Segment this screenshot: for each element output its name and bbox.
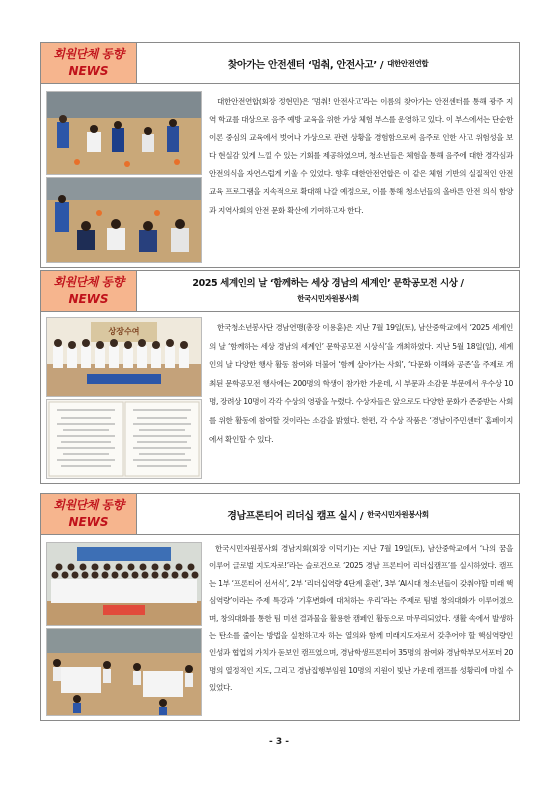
section-header [41, 43, 519, 84]
article-title-text: 찾아가는 안전센터 ‘멈춰, 안전사고’ / [227, 59, 384, 71]
article-organization: 한국시민자원봉사회 [297, 294, 359, 303]
badge-korean: 회원단체 동향 [53, 275, 124, 289]
badge-english: NEWS [68, 515, 109, 529]
article-title [141, 43, 515, 83]
badge-english: NEWS [68, 292, 109, 306]
photo-banner: 상장수여 [108, 327, 140, 336]
section-header [41, 494, 519, 535]
badge-korean: 회원단체 동향 [53, 498, 124, 512]
news-section-2 [40, 270, 520, 484]
news-badge [41, 43, 137, 83]
news-badge [41, 271, 137, 311]
news-badge [41, 494, 137, 534]
photo-group [46, 317, 202, 479]
article-organization: 한국시민자원봉사회 [367, 509, 429, 519]
photo-safety-booth-bottom [46, 177, 202, 263]
photo-award-poems [46, 399, 202, 479]
photo-award-ceremony [46, 317, 202, 397]
photo-camp-group [46, 542, 202, 626]
news-section-1 [40, 42, 520, 268]
photo-group [46, 91, 202, 263]
article-title [141, 494, 515, 534]
badge-korean: 회원단체 동향 [53, 47, 124, 61]
badge-english: NEWS [68, 64, 109, 78]
page-number: - 3 - [269, 737, 289, 747]
article-title-text: 경남프론티어 리더십 캠프 실시 / [227, 510, 364, 522]
photo-camp-activity [46, 628, 202, 716]
article-body: 한국시민자원봉사회 경남지회(회장 이덕기)는 지난 7월 19일(토), 남산중학교에서 ‘나의 꿈을 이루어 글로벌 지도자로!’라는 슬로건으로 ‘2025 경남 프론티어 리더십캠프’를 실시하였다. 캠프는 1부 ‘프론티어 선서식’, 2부 ‘리더십역량 4단계 훈련’, 3부 ‘AI시대 청소년들이 갖춰야할 미래 핵심역량’이라는 주제 특강과 ‘기후변화에 대처하는 우리’라는 주제로 팀별 창의대화가 이루어졌으며, 창의대화를 통한 팀 미션 결과물을 활용한 캠페인 활동으로 마무리되었다. 생활 속에서 발생하는 탄소를 줄이는 방법을 실천하고자 하는 열의와 함께 미래지도자로서 갖추어야 할 핵심역량인 인성과 협업의 가치가 돋보인 캠프였으며, 경남학생프론티어 35명의 참여와 경남학부모서포터 20명의 열정적인 지도, 그리고 경남집행부임원 10명의 지원이 빛난 가운데 캠프를 성황리에 마칠 수 있었다. [209, 544, 514, 693]
section-header [41, 271, 519, 312]
article-body: 대한안전연합(회장 정현민)은 ‘멈춰! 안전사고’라는 이름의 찾아가는 안전센터를 통해 광주 지역 학교를 대상으로 음주 예방 교육을 위한 가상 체험 부스를 운영하고 있다. 이 부스에서는 단순한 이론 중심의 교육에서 벗어나 가상으로 관련 상황을 경험함으로써 음주로 인한 사고 위험성을 보다 현실감 있게 느낄 수 있는 기회를 제공하였으며, 청소년들은 체험을 통해 음주에 대한 경각심과 안전의식을 자연스럽게 키울 수 있었다. 향후 대한안전연합은 이 같은 체험 기반의 실질적인 안전교육 프로그램을 지속적으로 확대해 나갈 예정으로, 이를 통해 청소년들의 올바른 안전 의식 함양과 지역사회의 안전 문화 확산에 기여하고자 한다. [209, 97, 513, 215]
photo-group [46, 542, 202, 716]
photo-safety-booth-top [46, 91, 202, 175]
article-title-text: 2025 세계인의 날 ‘함께하는 세상 경남의 세계인’ 문학공모전 시상 / [192, 278, 464, 289]
article-body: 한국청소년봉사단 경남연맹(총장 이용훈)은 지난 7월 19일(토), 남산중학교에서 ‘2025 세계인의 날 ‘함께하는 세상 경남의 세계인’ 문학공모전 시상식’을 개최하였다. 지난 5월 18일(일), 세계인의 날 다양한 행사 활동 참여와 더불어 ‘함께 살아가는 사회’, ‘다문화 이해와 공존’을 주제로 개최된 문학공모전 행사에는 200명의 학생이 참가한 가운데, 시 부문과 소감문 부문에서 우수상 10명, 장려상 10명이 각각 수상의 영광을 누렸다. 수상자들은 앞으로도 다양한 문화가 존중받는 사회를 위한 활동에 참여할 것이라는 소감을 밝혔다. 한편, 각 수상 작품은 ‘경남이주민센터’ 홈페이지에서 확인할 수 있다. [209, 323, 513, 444]
article-title [141, 271, 515, 311]
article-organization: 대한안전연합 [387, 58, 429, 68]
news-section-3 [40, 493, 520, 721]
